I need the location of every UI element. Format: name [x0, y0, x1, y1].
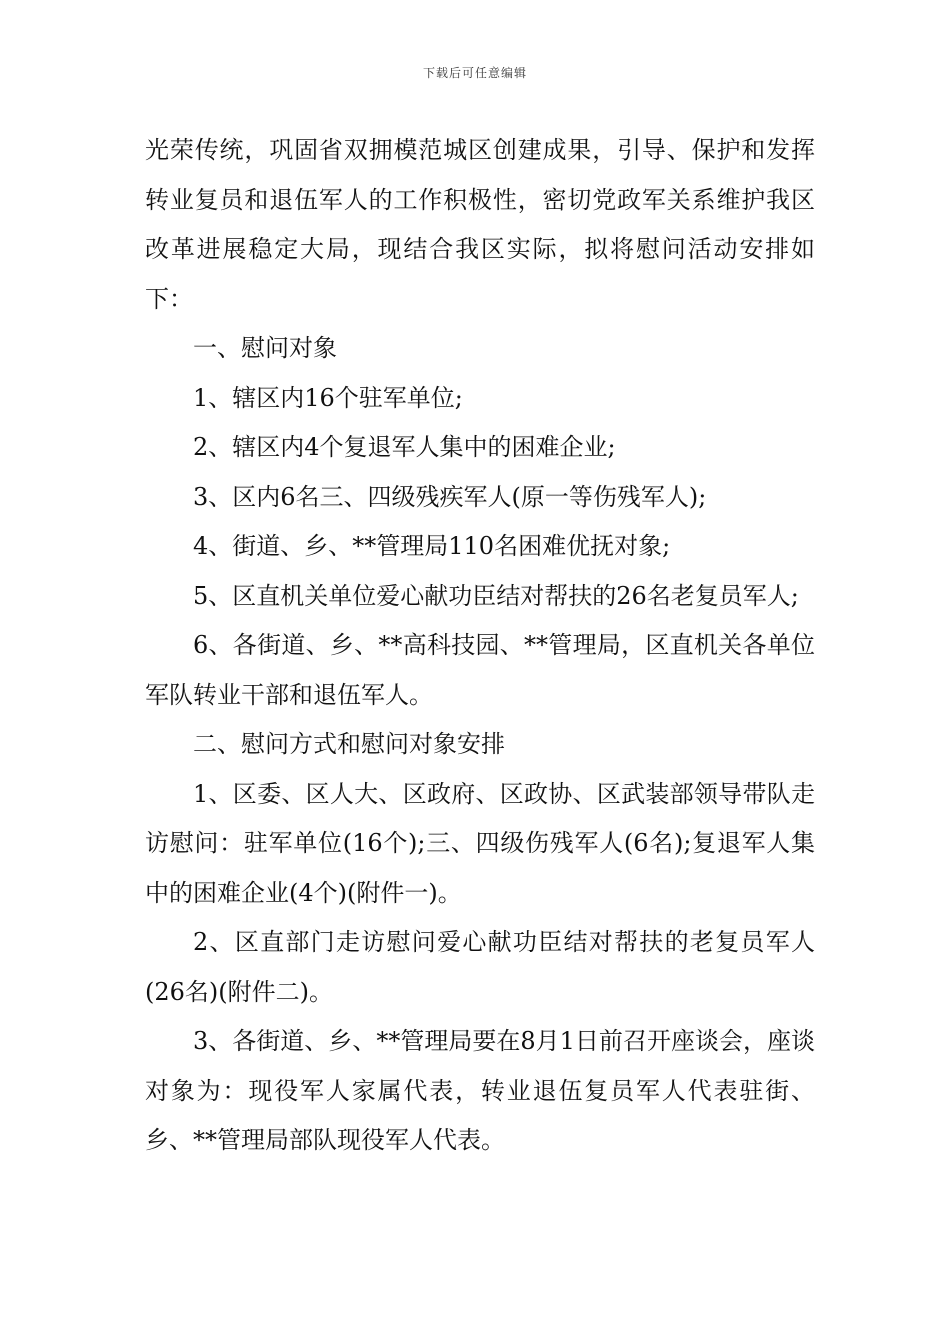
list-item-6: 6、各街道、乡、**高科技园、**管理局，区直机关各单位军队转业干部和退伍军人。	[145, 631, 815, 709]
list-item-4: 4、街道、乡、**管理局110名困难优抚对象;	[193, 532, 671, 560]
heading-section-1: 一、慰问对象	[193, 334, 337, 362]
paragraph-intro-continuation: 光荣传统，巩固省双拥模范城区创建成果，引导、保护和发挥转业复员和退伍军人的工作积极性，密切党政军关系维护我区改革进展稳定大局，现结合我区实际，拟将慰问活动安排如下：	[145, 136, 815, 313]
arrangement-item-1: 1、区委、区人大、区政府、区政协、区武装部领导带队走访慰问：驻军单位(16个);三、四级伤残军人(6名);复退军人集中的困难企业(4个)(附件一)。	[145, 779, 815, 907]
list-item-2: 2、辖区内4个复退军人集中的困难企业;	[193, 433, 616, 461]
list-item-5: 5、区直机关单位爱心献功臣结对帮扶的26名老复员军人;	[193, 581, 799, 610]
list-item-3: 3、区内6名三、四级残疾军人(原一等伤残军人);	[193, 482, 707, 511]
heading-section-2: 二、慰问方式和慰问对象安排	[193, 730, 505, 758]
arrangement-item-2: 2、区直部门走访慰问爱心献功臣结对帮扶的老复员军人(26名)(附件二)。	[145, 928, 815, 1006]
page-header-note: 下载后可任意编辑	[422, 66, 527, 80]
document-body	[145, 126, 815, 1166]
arrangement-item-3: 3、各街道、乡、**管理局要在8月1日前召开座谈会，座谈对象为：现役军人家属代表，转业退伍复员军人代表驻街、乡、**管理局部队现役军人代表。	[145, 1027, 815, 1154]
list-item-1: 1、辖区内16个驻军单位;	[193, 383, 463, 412]
